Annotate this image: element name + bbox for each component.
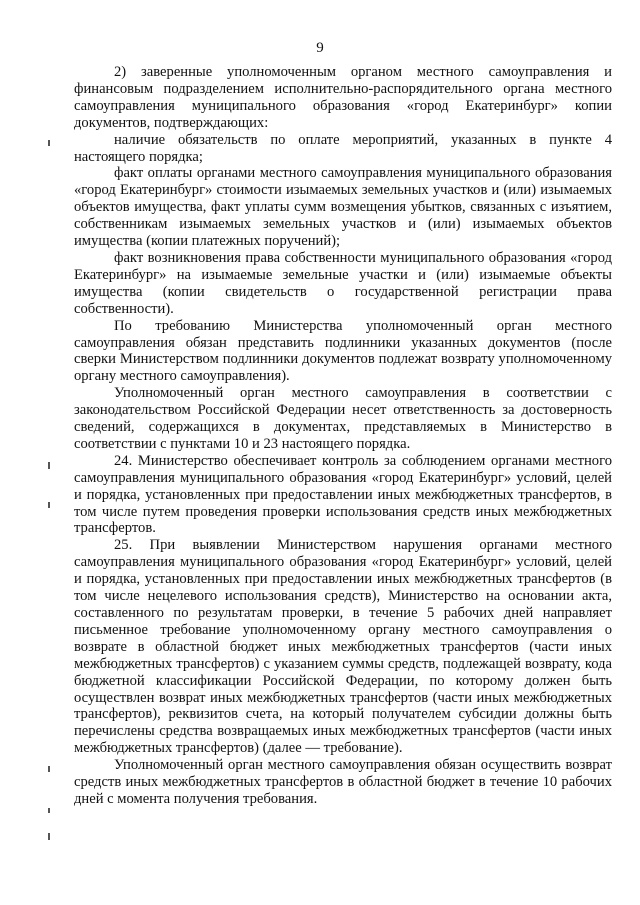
paragraph-clause-25: 25. При выявлении Министерством нарушения органами местного самоуправления муниципального образования «город Екатеринбург» условий, целей и порядка, установленных при предоставлении иных межбюджетных трансфертов (в том числе нецелевого использования средств), Министерство на основании акта, составленного по результатам проверки, в течение 5 рабочих дней направляет письменное требование уполномоченному органу местного самоуправления о возврате в областной бюджет иных межбюджетных трансфертов (части иных межбюджетных трансфертов) с указанием суммы средств, подлежащей возврату, кода бюджетной классификации Российской Федерации, по которому должен быть осуществлен возврат иных межбюджетных трансфертов (части иных межбюджетных трансфертов), реквизитов счета, на который получателем субсидии должны быть перечислены средства возвращаемых иных межбюджетных трансфертов (части иных межбюджетных трансфертов) (далее — требование). [74,537,612,757]
scan-margin-mark [48,462,50,469]
scan-margin-mark [48,766,50,772]
page-number: 9 [316,40,324,56]
scan-margin-mark [48,140,50,146]
paragraph-originals-request: По требованию Министерства уполномоченный орган местного самоуправления обязан представить подлинники указанных документов (после сверки Министерством подлинники документов подлежат возврату уполномоченному органу местного самоуправления). [74,317,612,385]
paragraph-obligations: наличие обязательств по оплате мероприятий, указанных в пункте 4 настоящего порядка; [74,131,612,165]
paragraph-ownership-fact: факт возникновения права собственности муниципального образования «город Екатеринбург» на изымаемые земельные участки и (или) изымаемые объекты имущества (копии свидетельств о государственной регистрации права собственности). [74,249,612,317]
scan-margin-mark [48,833,50,840]
scan-margin-mark [48,808,50,813]
paragraph-responsibility: Уполномоченный орган местного самоуправления в соответствии с законодательством Российской Федерации несет ответственность за достоверность сведений, содержащихся в документах, представляемых в Министерство в соответствии с пунктами 10 и 23 настоящего порядка. [74,385,612,452]
paragraph-payment-fact: факт оплаты органами местного самоуправления муниципального образования «город Екатеринбург» стоимости изымаемых земельных участков и (или) изымаемых объектов имущества, факт уплаты сумм возмещения убытков, связанных с изъятием, собственникам изымаемых земельных участков и (или) изымаемых объектов имущества (копии платежных поручений); [74,165,612,250]
scan-margin-mark [48,502,50,508]
paragraph-refund-obligation: Уполномоченный орган местного самоуправления обязан осуществить возврат средств иных межбюджетных трансфертов в областной бюджет в течение 10 рабочих дней с момента получения требования. [74,757,612,807]
document-body [74,64,612,808]
paragraph-clause-24: 24. Министерство обеспечивает контроль за соблюдением органами местного самоуправления муниципального образования «город Екатеринбург» условий, целей и порядка, установленных при предоставлении иных межбюджетных трансфертов, в том числе путем проведения проверки использования средств иных межбюджетных трансфертов. [74,452,612,537]
paragraph-item-2-documents: 2) заверенные уполномоченным органом местного самоуправления и финансовым подразделением исполнительно-распорядительного органа местного самоуправления муниципального образования «город Екатеринбург» копии документов, подтверждающих: [74,64,612,131]
